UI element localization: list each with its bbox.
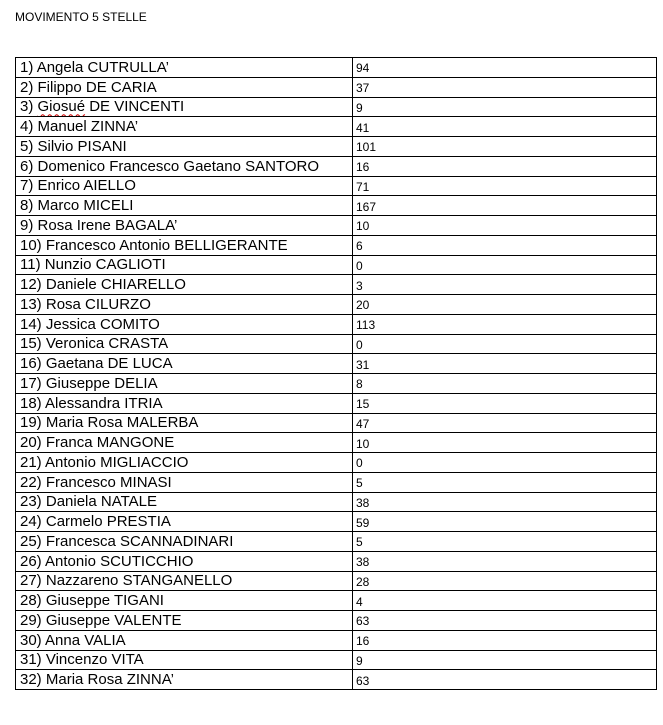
votes-cell: 0	[353, 255, 657, 275]
candidate-name: Manuel ZINNA’	[37, 118, 139, 136]
candidate-number: 32)	[20, 671, 42, 689]
votes-cell: 28	[353, 571, 657, 591]
votes-cell: 3	[353, 275, 657, 295]
candidate-number: 1)	[20, 58, 34, 76]
votes-cell: 37	[353, 77, 657, 97]
votes-cell: 47	[353, 413, 657, 433]
results-table	[15, 57, 657, 690]
candidate-name-cell	[16, 117, 353, 137]
candidate-last-name: DE VINCENTI	[89, 98, 185, 116]
candidate-name-cell	[16, 413, 353, 433]
candidate-name: Veronica CRASTA	[45, 335, 169, 353]
candidate-name: Maria Rosa ZINNA’	[45, 671, 174, 689]
table-row	[16, 77, 657, 97]
table-row	[16, 354, 657, 374]
votes-cell: 5	[353, 472, 657, 492]
votes-cell: 10	[353, 216, 657, 236]
candidate-first-name-misspelled: Giosué	[37, 98, 86, 116]
table-row	[16, 117, 657, 137]
votes-cell: 16	[353, 630, 657, 650]
votes-cell: 5	[353, 532, 657, 552]
candidate-name: Carmelo PRESTIA	[45, 513, 171, 531]
candidate-name: Nunzio CAGLIOTI	[44, 256, 166, 274]
table-row	[16, 630, 657, 650]
candidate-name-cell	[16, 512, 353, 532]
candidate-name-cell	[16, 532, 353, 552]
table-row	[16, 670, 657, 690]
candidate-name-cell	[16, 137, 353, 157]
votes-cell: 8	[353, 374, 657, 394]
candidate-number: 11)	[20, 256, 41, 274]
candidate-name: Filippo DE CARIA	[37, 78, 157, 96]
candidate-name: Francesca SCANNADINARI	[45, 532, 234, 550]
candidate-number: 6)	[20, 157, 34, 175]
votes-cell: 20	[353, 295, 657, 315]
candidate-number: 18)	[20, 394, 42, 412]
table-row	[16, 314, 657, 334]
candidate-number: 8)	[20, 197, 34, 215]
table-row	[16, 591, 657, 611]
candidate-name: Rosa CILURZO	[45, 295, 151, 313]
candidate-number: 22)	[20, 473, 42, 491]
candidate-name-cell	[16, 97, 353, 117]
candidate-name: Francesco MINASI	[45, 473, 172, 491]
votes-cell: 41	[353, 117, 657, 137]
table-row	[16, 492, 657, 512]
votes-cell: 101	[353, 137, 657, 157]
table-row	[16, 551, 657, 571]
candidate-name-cell	[16, 275, 353, 295]
candidate-number: 2)	[20, 78, 34, 96]
candidate-name: Domenico Francesco Gaetano SANTORO	[37, 157, 320, 175]
candidate-name: Vincenzo VITA	[45, 651, 144, 669]
candidate-number: 3)	[20, 98, 34, 116]
table-row	[16, 472, 657, 492]
candidate-name: Enrico AIELLO	[37, 177, 136, 195]
votes-cell: 38	[353, 492, 657, 512]
candidate-name-cell	[16, 314, 353, 334]
table-row	[16, 453, 657, 473]
candidate-name-cell	[16, 591, 353, 611]
votes-cell: 59	[353, 512, 657, 532]
candidate-name-cell	[16, 393, 353, 413]
votes-cell: 113	[353, 314, 657, 334]
table-row	[16, 295, 657, 315]
votes-cell: 167	[353, 196, 657, 216]
candidate-name-cell	[16, 492, 353, 512]
candidate-name: Maria Rosa MALERBA	[45, 414, 199, 432]
votes-cell: 10	[353, 433, 657, 453]
candidate-number: 5)	[20, 137, 34, 155]
table-row	[16, 611, 657, 631]
candidate-name: Giuseppe TIGANI	[45, 592, 164, 610]
table-row	[16, 393, 657, 413]
votes-cell: 63	[353, 611, 657, 631]
candidate-name-cell	[16, 472, 353, 492]
candidate-number: 4)	[20, 118, 34, 136]
votes-cell: 31	[353, 354, 657, 374]
table-row	[16, 255, 657, 275]
candidate-name: Alessandra ITRIA	[45, 394, 163, 412]
candidate-name-cell	[16, 571, 353, 591]
candidate-number: 28)	[20, 592, 42, 610]
candidate-number: 10)	[20, 236, 42, 254]
candidate-number: 15)	[20, 335, 42, 353]
candidate-name: Gaetana DE LUCA	[45, 355, 173, 373]
votes-cell: 0	[353, 334, 657, 354]
candidate-name: Antonio SCUTICCHIO	[45, 552, 194, 570]
candidate-name-cell	[16, 670, 353, 690]
candidate-name-cell	[16, 77, 353, 97]
table-row	[16, 512, 657, 532]
votes-cell: 0	[353, 453, 657, 473]
candidate-number: 14)	[20, 315, 42, 333]
candidate-name-cell	[16, 295, 353, 315]
table-row	[16, 650, 657, 670]
candidate-number: 29)	[20, 611, 42, 629]
candidate-number: 23)	[20, 493, 42, 511]
votes-cell: 15	[353, 393, 657, 413]
candidate-name: Silvio PISANI	[37, 137, 127, 155]
candidate-number: 21)	[20, 453, 42, 471]
table-row	[16, 176, 657, 196]
candidate-name-cell	[16, 551, 353, 571]
document-title: MOVIMENTO 5 STELLE	[15, 10, 147, 24]
candidate-number: 26)	[20, 552, 42, 570]
table-row	[16, 216, 657, 236]
candidate-number: 25)	[20, 532, 42, 550]
candidate-name: Daniela NATALE	[45, 493, 158, 511]
candidate-name: Antonio MIGLIACCIO	[45, 453, 189, 471]
candidate-number: 24)	[20, 513, 42, 531]
table-row	[16, 235, 657, 255]
candidate-name: Nazzareno STANGANELLO	[45, 572, 233, 590]
candidate-name-cell	[16, 374, 353, 394]
candidate-number: 19)	[20, 414, 42, 432]
table-row	[16, 334, 657, 354]
candidate-name: Daniele CHIARELLO	[45, 276, 186, 294]
candidate-name-cell	[16, 630, 353, 650]
candidate-number: 30)	[20, 631, 42, 649]
candidate-name-cell	[16, 255, 353, 275]
candidate-number: 13)	[20, 295, 42, 313]
table-row	[16, 374, 657, 394]
table-row	[16, 137, 657, 157]
candidate-name-cell	[16, 354, 353, 374]
table-row	[16, 571, 657, 591]
votes-cell: 4	[353, 591, 657, 611]
table-row	[16, 97, 657, 117]
candidate-name: Francesco Antonio BELLIGERANTE	[45, 236, 288, 254]
candidate-name: Marco MICELI	[37, 197, 134, 215]
votes-cell: 94	[353, 58, 657, 78]
candidate-name: Angela CUTRULLA’	[36, 58, 169, 76]
candidate-name-cell	[16, 334, 353, 354]
candidate-name-cell	[16, 433, 353, 453]
candidate-name-cell	[16, 156, 353, 176]
table-row	[16, 433, 657, 453]
votes-cell: 16	[353, 156, 657, 176]
candidate-name-cell	[16, 453, 353, 473]
candidate-number: 16)	[20, 355, 42, 373]
table-row	[16, 532, 657, 552]
candidate-name: Rosa Irene BAGALA’	[37, 216, 178, 234]
candidate-name-cell	[16, 176, 353, 196]
candidate-name: Anna VALIA	[45, 631, 126, 649]
table-row	[16, 275, 657, 295]
votes-cell: 9	[353, 650, 657, 670]
votes-cell: 63	[353, 670, 657, 690]
votes-cell: 6	[353, 235, 657, 255]
candidate-name: Giuseppe DELIA	[45, 374, 158, 392]
candidate-number: 27)	[20, 572, 42, 590]
candidate-name-cell	[16, 235, 353, 255]
candidate-name-cell	[16, 216, 353, 236]
candidate-name: Franca MANGONE	[45, 434, 175, 452]
votes-cell: 71	[353, 176, 657, 196]
table-row	[16, 58, 657, 78]
votes-cell: 9	[353, 97, 657, 117]
table-row	[16, 413, 657, 433]
candidate-number: 31)	[20, 651, 42, 669]
candidate-name-cell	[16, 196, 353, 216]
votes-cell: 38	[353, 551, 657, 571]
candidate-name-cell	[16, 650, 353, 670]
candidate-number: 9)	[20, 216, 34, 234]
table-row	[16, 196, 657, 216]
candidate-number: 12)	[20, 276, 42, 294]
candidate-name-cell	[16, 611, 353, 631]
candidate-number: 17)	[20, 374, 42, 392]
candidate-name-cell	[16, 58, 353, 78]
candidate-number: 7)	[20, 177, 34, 195]
candidate-name: Jessica COMITO	[45, 315, 160, 333]
candidate-name: Giuseppe VALENTE	[45, 611, 182, 629]
candidate-number: 20)	[20, 434, 42, 452]
table-row	[16, 156, 657, 176]
